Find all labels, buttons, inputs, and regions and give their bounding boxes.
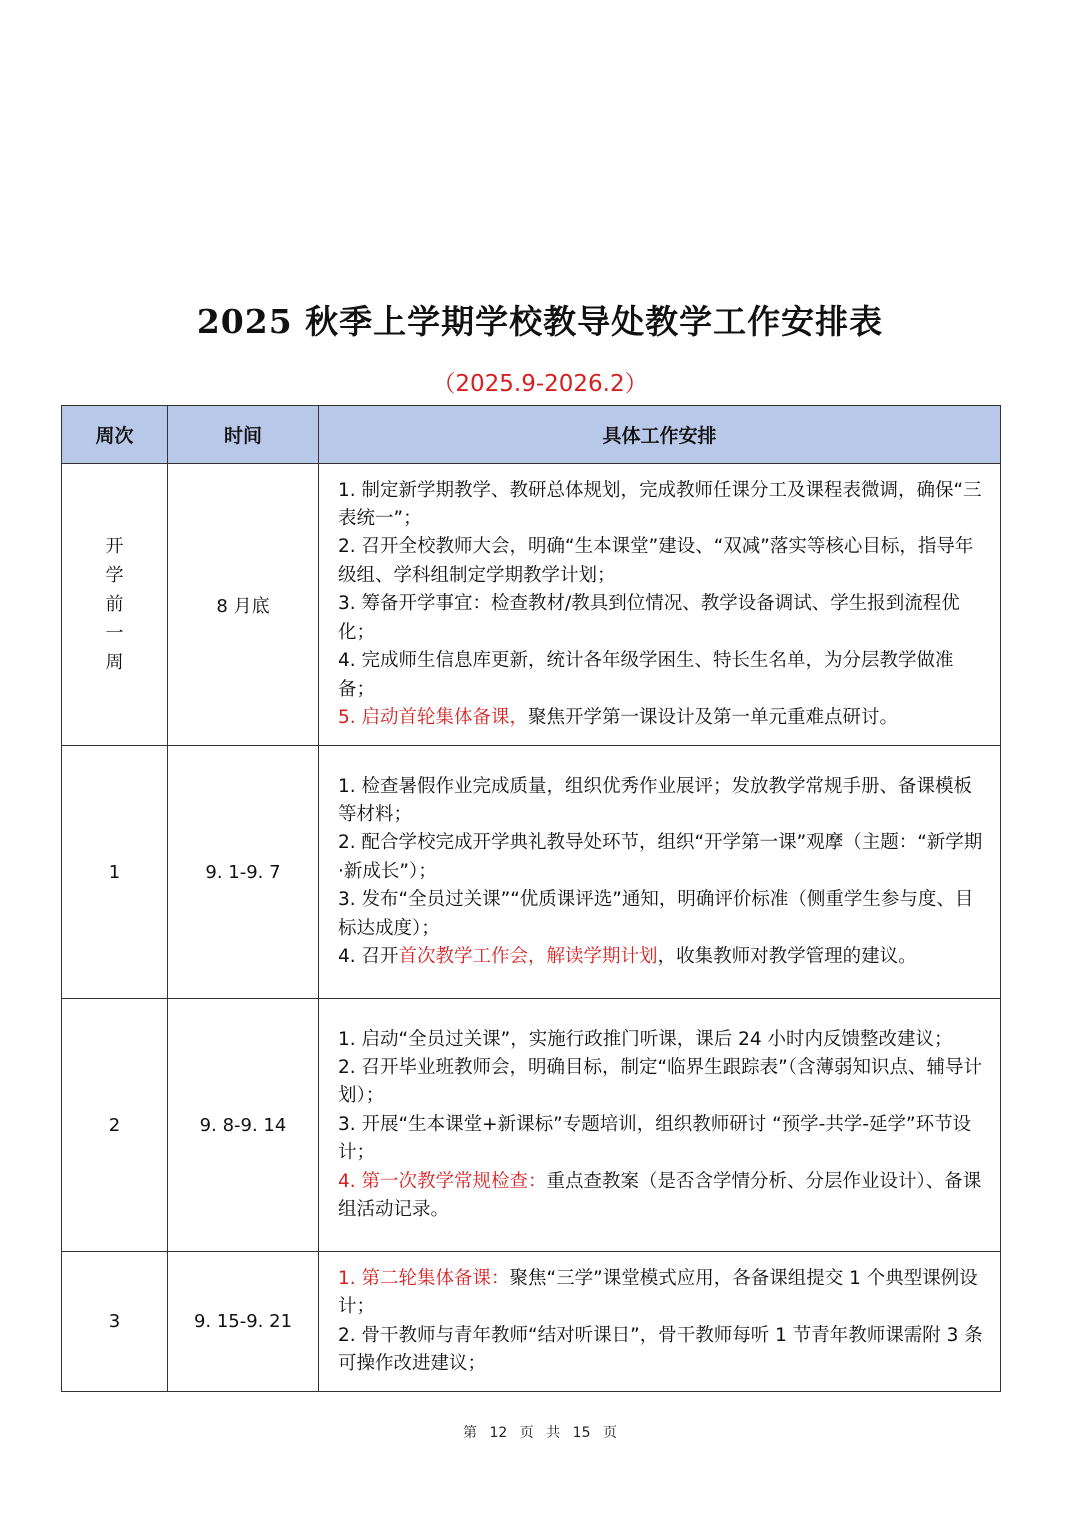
item-text: 1. 制定新学期教学、教研总体规划，完成教师任课分工及课程表微调，确保“三表统一”； — [338, 479, 982, 530]
item-text: 重点查教案（是否含学情分析、分层作业设计）、备课组活动记录。 — [338, 1170, 982, 1221]
work-cell — [319, 1252, 1001, 1392]
highlight-text: 5. 启动首轮集体备课， — [338, 706, 529, 728]
work-item — [338, 1265, 986, 1322]
footer-total-word: 共 — [546, 1425, 561, 1441]
item-text: 3. 开展“生本课堂+新课标”专题培训，组织教师研讨 “预学-共学-延学”环节设计； — [338, 1113, 972, 1164]
work-item — [338, 1054, 986, 1111]
time-cell: 8 月底 — [168, 464, 319, 746]
work-item — [338, 590, 986, 647]
work-item — [338, 477, 986, 534]
item-text: 2. 召开全校教师大会，明确“生本课堂”建设、“双减”落实等核心目标，指导年级组、学科组制定学期教学计划； — [338, 536, 974, 586]
footer-prefix: 第 — [463, 1425, 478, 1441]
item-text: 聚焦开学第一课设计及第一单元重难点研讨。 — [528, 706, 899, 728]
work-item — [338, 829, 986, 886]
item-text: 1. 启动“全员过关课”，实施行政推门听课，课后 24 小时内反馈整改建议； — [338, 1028, 953, 1050]
table-header-row — [62, 406, 1001, 464]
item-text: 4. 完成师生信息库更新，统计各年级学困生、特长生名单，为分层教学做准备； — [338, 650, 954, 700]
header-week: 周次 — [62, 406, 168, 464]
footer-total-pages: 15 — [572, 1425, 591, 1441]
work-item — [338, 1111, 986, 1168]
item-text: 2. 召开毕业班教师会，明确目标，制定“临界生跟踪表”（含薄弱知识点、辅导计划）； — [338, 1056, 982, 1107]
week-cell: 2 — [62, 999, 168, 1252]
highlight-text: 4. 第一次教学常规检查： — [338, 1170, 547, 1192]
header-work: 具体工作安排 — [319, 406, 1001, 464]
item-text: 3. 发布“全员过关课”“优质课评选”通知，明确评价标准（侧重学生参与度、目标达成度）； — [338, 889, 974, 939]
item-text: ，收集教师对教学管理的建议。 — [657, 946, 917, 968]
work-cell — [319, 746, 1001, 999]
work-item — [338, 533, 986, 590]
header-time: 时间 — [168, 406, 319, 464]
work-item — [338, 773, 986, 830]
work-item — [338, 704, 986, 732]
item-text: 聚焦“三学”课堂模式应用，各备课组提交 1 个典型课例设计； — [338, 1267, 978, 1318]
item-text: 3. 筹备开学事宜：检查教材/教具到位情况、教学设备调试、学生报到流程优化； — [338, 593, 960, 643]
work-item — [338, 1168, 986, 1225]
work-item — [338, 886, 986, 943]
footer-suffix: 页 — [602, 1425, 617, 1441]
time-cell: 9. 15-9. 21 — [168, 1252, 319, 1392]
work-item — [338, 1026, 986, 1054]
highlight-text: 1. 第二轮集体备课： — [338, 1267, 510, 1289]
item-text: 2. 骨干教师与青年教师“结对听课日”，骨干教师每听 1 节青年教师课需附 3 条可操作改进建议； — [338, 1324, 983, 1374]
item-text: 1. 检查暑假作业完成质量，组织优秀作业展评；发放教学常规手册、备课模板等材料； — [338, 775, 973, 825]
highlight-text: 首次教学工作会，解读学期计划 — [398, 946, 658, 968]
work-item — [338, 1322, 986, 1379]
week-cell — [62, 464, 168, 746]
page-footer — [0, 1422, 1080, 1442]
work-cell — [319, 464, 1001, 746]
work-item — [338, 943, 986, 971]
item-text: 4. 召开 — [338, 946, 399, 968]
week-label: 开 学 前 一 周 — [105, 536, 124, 673]
schedule-table — [61, 405, 1001, 1392]
time-cell: 9. 8-9. 14 — [168, 999, 319, 1252]
date-range-subtitle: （2025.9-2026.2） — [432, 371, 648, 397]
table-row — [62, 746, 1001, 999]
page-title: 2025 秋季上学期学校教导处教学工作安排表 — [196, 302, 884, 341]
week-cell: 3 — [62, 1252, 168, 1392]
item-text: 2. 配合学校完成开学典礼教导处环节，组织“开学第一课”观摩（主题：“新学期·新成长”）； — [338, 832, 983, 882]
week-cell: 1 — [62, 746, 168, 999]
work-item — [338, 647, 986, 704]
table-row — [62, 999, 1001, 1252]
time-cell: 9. 1-9. 7 — [168, 746, 319, 999]
footer-current-page: 12 — [489, 1425, 508, 1441]
work-cell — [319, 999, 1001, 1252]
table-row — [62, 464, 1001, 746]
footer-page-word: 页 — [519, 1425, 534, 1441]
table-row — [62, 1252, 1001, 1392]
